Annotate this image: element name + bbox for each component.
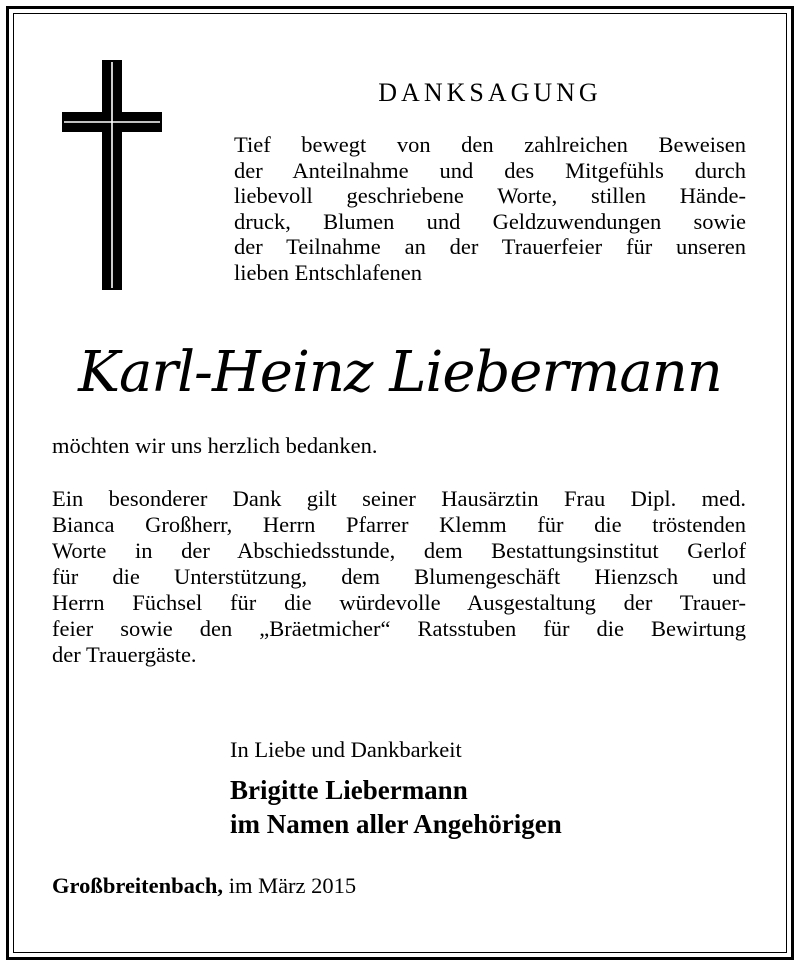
body-line: Ein besonderer Dank gilt seiner Hausärztin Frau Dipl. med. (52, 486, 746, 511)
body-line: Worte in der Abschiedsstunde, dem Bestattungsinstitut Gerlof (52, 538, 746, 563)
place-date (52, 873, 356, 899)
closing-line: In Liebe und Dankbarkeit (230, 737, 462, 762)
body-line: Bianca Großherr, Herrn Pfarrer Klemm für die tröstenden (52, 512, 746, 537)
body-line: für die Unterstützung, dem Blumengeschäft Hienzsch und (52, 564, 746, 589)
notice-heading: DANKSAGUNG (378, 78, 602, 107)
intro-paragraph (234, 132, 746, 285)
signatories (230, 773, 562, 841)
intro-line: druck, Blumen und Geldzuwendungen sowie (234, 208, 746, 234)
intro-line: der Anteilnahme und des Mitgefühls durch (234, 157, 746, 183)
thanks-line: möchten wir uns herzlich bedanken. (52, 433, 378, 458)
body-paragraph (52, 486, 746, 668)
deceased-name: Karl-Heinz Liebermann (78, 340, 722, 405)
signatory-note: im Namen aller Angehörigen (230, 809, 562, 839)
place: Großbreitenbach, (52, 873, 224, 898)
date: im März 2015 (223, 873, 357, 898)
cross-icon (62, 60, 162, 290)
body-line: feier sowie den „Bräetmicher“ Ratsstuben für die Bewirtung (52, 616, 746, 641)
signatory-name: Brigitte Liebermann (230, 775, 468, 805)
intro-line: liebevoll geschriebene Worte, stillen Hände- (234, 183, 746, 208)
intro-line: der Teilnahme an der Trauerfeier für unseren (234, 234, 746, 259)
body-line: der Trauergäste. (52, 642, 197, 667)
intro-line: lieben Entschlafenen (234, 259, 423, 285)
intro-line: Tief bewegt von den zahlreichen Beweisen (234, 132, 746, 157)
body-line: Herrn Füchsel für die würdevolle Ausgestaltung der Trauer- (52, 590, 746, 615)
